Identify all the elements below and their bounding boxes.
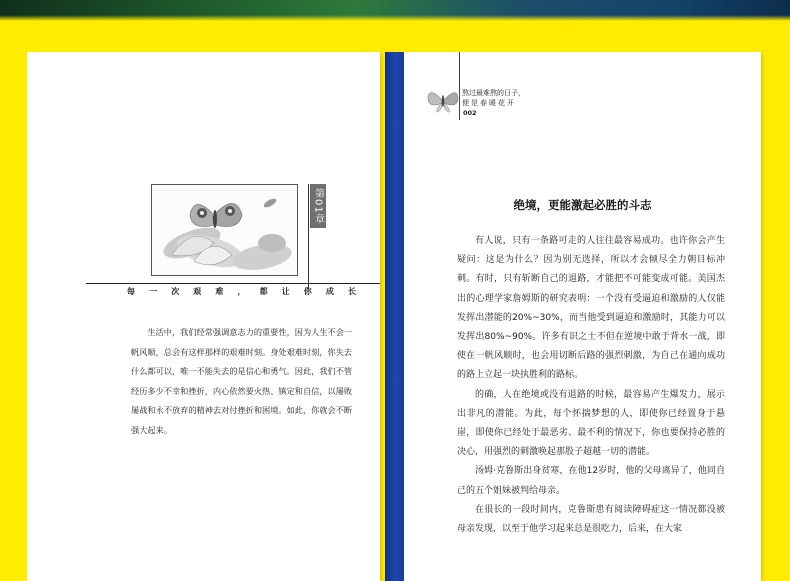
butterfly-logo-icon [426, 87, 460, 113]
right-page [404, 52, 761, 581]
chapter-divider-vertical [308, 184, 309, 289]
body-text [457, 232, 725, 539]
butterfly-flower-illustration [151, 184, 298, 276]
chapter-intro [131, 323, 359, 440]
body-paragraph: 的确，人在绝境或没有退路的时候，最容易产生爆发力，展示出非凡的潜能。为此，每个怀揣梦想的人，即使你已经置身于悬崖，即使你已经处于最恶劣、最不利的情况下，你也要保持必胜的决心，用强烈的刺激唤起那股子超越一切的潜能。 [457, 389, 725, 458]
chapter-tab [310, 184, 326, 228]
page-number: 002 [463, 109, 477, 117]
intro-paragraph: 生活中，我们经常强调意志力的重要性，因为人生不会一帆风顺，总会有这样那样的艰难时刻。身处艰难时刻，你失去什么都可以，唯一不能失去的是信心和勇气。因此，我们不管经历多少不幸和挫折，内心依然要火热、镇定和自信，以屡败屡战和永不放弃的精神去对付挫折和困境。如此，你就会不断强大起来。 [131, 327, 353, 435]
chapter-motto: 每一次艰难，都让你成长 [127, 286, 356, 296]
section-title: 绝境，更能激起必胜的斗志 [513, 198, 652, 212]
chapter-label: 第01章 [312, 187, 324, 225]
body-paragraph: 在很长的一段时间内，克鲁斯患有阅读障碍症这一情况都没被母亲发现，以至于他学习起来总是很吃力，后来，在大家 [457, 504, 725, 535]
body-paragraph: 有人说，只有一条路可走的人往往最容易成功。也许你会产生疑问：这是为什么？因为别无选择，所以才会倾尽全力朝目标冲刺。有时，只有斩断自己的退路，才能把不可能变成可能。美国杰出的心理学家詹姆斯的研究表明：一个没有受逼迫和激励的人仅能发挥出潜能的20%~30%，而当他受到逼迫和激励时，其能力可以发挥出80%~90%。许多有识之士不但在逆境中敢于背水一战，即使在一帆风顺时，也会用切断后路的强烈刺激，为自己在通向成功的路上立起一块执胜利的路标。 [457, 236, 725, 381]
left-page [27, 52, 380, 581]
top-banner [0, 0, 790, 21]
body-paragraph: 汤姆·克鲁斯出身贫寒，在他12岁时，他的父母离异了，他同自己的五个姐妹被判给母亲。 [457, 466, 725, 496]
running-header-title-line2: 便是春暖花开 [462, 99, 516, 107]
book-spine [385, 52, 404, 581]
running-header-title-line1: 熬过最难熬的日子， [462, 89, 525, 97]
chapter-divider-horizontal [86, 283, 380, 284]
